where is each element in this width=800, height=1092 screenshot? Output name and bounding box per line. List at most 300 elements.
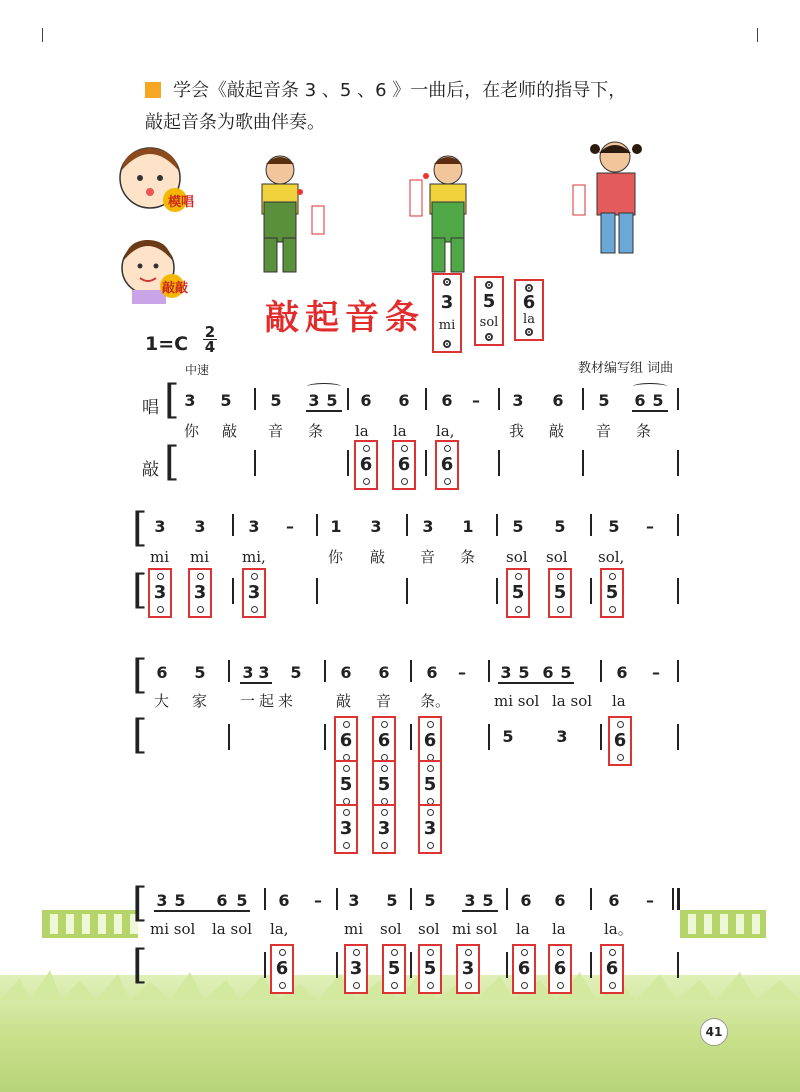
lyric: la <box>516 920 530 938</box>
note: – <box>314 891 322 910</box>
beam-underline <box>154 910 250 912</box>
barline <box>406 578 408 604</box>
note: 3 <box>156 891 168 910</box>
tap-number: 6 <box>339 730 353 751</box>
tap-card-6 <box>600 944 624 994</box>
hole-icon <box>427 842 434 849</box>
lyric: 音 <box>420 548 436 566</box>
hole-icon <box>343 765 350 772</box>
hole-icon <box>381 842 388 849</box>
lyric: 大 <box>154 692 170 710</box>
note: 6 <box>156 663 168 682</box>
note: 5 <box>518 663 530 682</box>
note: 3 <box>308 391 320 410</box>
barline <box>410 660 412 682</box>
note: 3 <box>248 517 260 536</box>
hole-icon <box>557 982 564 989</box>
tap-card-6 <box>354 440 378 490</box>
staff-bracket: [ <box>132 567 148 613</box>
note: 5 <box>194 663 206 682</box>
barline <box>324 660 326 682</box>
tap-card-6 <box>512 944 536 994</box>
hole-icon <box>197 573 204 580</box>
girl-with-bar-illustration <box>565 135 665 265</box>
time-top: 2 <box>204 323 216 341</box>
lyric: mi sol <box>150 920 196 938</box>
note: 6 <box>360 391 372 410</box>
note: 3 <box>348 891 360 910</box>
note: 5 <box>270 391 282 410</box>
bar-card-sol <box>474 276 504 346</box>
note: 5 <box>290 663 302 682</box>
note: 3 <box>512 391 524 410</box>
lyric: la <box>552 920 566 938</box>
barline <box>677 388 679 410</box>
tap-card-3 <box>344 944 368 994</box>
note: 6 <box>552 391 564 410</box>
intro-line-1: 学会《敲起音条 3 、5 、6 》一曲后，在老师的指导下， <box>173 80 627 101</box>
tap-card-6 <box>608 716 632 766</box>
barline <box>425 388 427 410</box>
note: 6 <box>554 891 566 910</box>
tap-number: 6 <box>440 454 454 475</box>
hole-icon <box>557 573 564 580</box>
tap-card-5 <box>382 944 406 994</box>
note: 6 <box>616 663 628 682</box>
barline <box>347 450 349 476</box>
tap-card-3 <box>188 568 212 618</box>
barline <box>232 578 234 604</box>
barline <box>506 952 508 978</box>
hole-icon <box>609 606 616 613</box>
crop-mark <box>757 28 758 42</box>
hole-icon <box>521 982 528 989</box>
hole-icon <box>343 809 350 816</box>
tap-number: 3 <box>247 582 261 603</box>
barline <box>228 660 230 682</box>
note: 6 <box>520 891 532 910</box>
hole-icon <box>353 982 360 989</box>
barline <box>324 724 326 750</box>
crop-mark <box>42 28 43 42</box>
hole-icon <box>197 606 204 613</box>
hole-icon <box>157 573 164 580</box>
tap-number: 5 <box>553 582 567 603</box>
lyric: mi <box>190 548 210 566</box>
note: 5 <box>220 391 232 410</box>
hole-icon <box>391 982 398 989</box>
note: 5 <box>424 891 436 910</box>
barline <box>498 450 500 476</box>
note: 6 <box>340 663 352 682</box>
note: 3 <box>370 517 382 536</box>
tap-number: 3 <box>377 818 391 839</box>
note: 6 <box>441 391 453 410</box>
note: – <box>286 517 294 536</box>
tap-number: 5 <box>423 774 437 795</box>
hole-icon <box>515 573 522 580</box>
lyric: sol, <box>598 548 625 566</box>
bar-card-mi <box>432 273 462 353</box>
note: 3 <box>422 517 434 536</box>
hole-icon <box>485 281 493 289</box>
hole-icon <box>381 765 388 772</box>
tap-card-3 <box>334 804 358 854</box>
lyric: 敲 <box>370 548 386 566</box>
bar-number: 6 <box>522 291 536 313</box>
note: 3 <box>500 663 512 682</box>
lyric: 条 <box>460 548 476 566</box>
lyric: la, <box>270 920 289 938</box>
barline <box>590 952 592 978</box>
barline <box>672 888 674 910</box>
lyric: mi sol <box>452 920 498 938</box>
tap-card-6 <box>270 944 294 994</box>
staff-bracket: [ <box>164 377 180 423</box>
tap-card-3 <box>418 804 442 854</box>
hole-icon <box>444 478 451 485</box>
hole-icon <box>401 445 408 452</box>
barline <box>410 952 412 978</box>
hole-icon <box>279 982 286 989</box>
staff-bracket: [ <box>132 505 148 551</box>
hole-icon <box>157 606 164 613</box>
lyric: 敲 <box>336 692 352 710</box>
tap-card-5 <box>548 568 572 618</box>
lyric: 敲 <box>549 422 565 440</box>
lyric: 你 <box>184 422 200 440</box>
barline <box>677 450 679 476</box>
tap-number: 5 <box>605 582 619 603</box>
note: – <box>652 663 660 682</box>
lyric: sol <box>380 920 402 938</box>
tap-number: 3 <box>461 958 475 979</box>
staff-bracket: [ <box>132 880 148 926</box>
note: 3 <box>194 517 206 536</box>
staff-bracket: [ <box>132 712 148 758</box>
hole-icon <box>401 478 408 485</box>
tap-number: 3 <box>193 582 207 603</box>
barline <box>582 450 584 476</box>
hole-icon <box>609 949 616 956</box>
tap-card-5 <box>418 944 442 994</box>
barline <box>254 388 256 410</box>
note: 5 <box>598 391 610 410</box>
time-signature <box>203 325 217 354</box>
barline <box>425 450 427 476</box>
note: 5 <box>236 891 248 910</box>
bar-number: 3 <box>440 291 454 313</box>
note: – <box>472 391 480 410</box>
barline <box>677 724 679 750</box>
page-number: 41 <box>700 1018 728 1046</box>
tap-card-3 <box>372 804 396 854</box>
tap-number: 6 <box>397 454 411 475</box>
tap-card-3 <box>456 944 480 994</box>
tap-number: 6 <box>377 730 391 751</box>
tap-number: 3 <box>423 818 437 839</box>
lyric: la。 <box>604 920 633 938</box>
slur <box>307 383 341 390</box>
tap-number: 5 <box>339 774 353 795</box>
lyric: 家 <box>192 692 208 710</box>
barline <box>496 578 498 604</box>
note: 5 <box>652 391 664 410</box>
hole-icon <box>465 982 472 989</box>
barline <box>506 888 508 910</box>
barline <box>600 724 602 750</box>
note: 3 <box>242 663 254 682</box>
tap-number: 5 <box>387 958 401 979</box>
tap-card-6 <box>548 944 572 994</box>
cartoon-faces-illustration <box>110 140 230 310</box>
lyric: la <box>355 422 369 440</box>
hole-icon <box>525 328 533 336</box>
note: 5 <box>560 663 572 682</box>
barline <box>590 578 592 604</box>
tap-number: 6 <box>517 958 531 979</box>
tap-number: 3 <box>339 818 353 839</box>
tap-card-6 <box>372 716 396 766</box>
barline <box>582 388 584 410</box>
lyric: 音 <box>376 692 392 710</box>
note: 6 <box>634 391 646 410</box>
tap-card-5 <box>506 568 530 618</box>
note: 6 <box>378 663 390 682</box>
hole-icon <box>363 478 370 485</box>
hole-icon <box>443 340 451 348</box>
boy-holding-bar-illustration <box>400 150 500 280</box>
hole-icon <box>381 809 388 816</box>
note: – <box>646 891 654 910</box>
lyric: la sol <box>212 920 253 938</box>
hole-icon <box>557 606 564 613</box>
barline <box>336 888 338 910</box>
lyric: la, <box>436 422 455 440</box>
slur <box>633 383 667 390</box>
fence-decoration <box>680 910 766 938</box>
final-barline <box>677 888 680 910</box>
bar-syllable: la <box>523 312 535 328</box>
note: 6 <box>608 891 620 910</box>
note: 5 <box>482 891 494 910</box>
tap-number: 5 <box>377 774 391 795</box>
intro-text <box>145 75 705 139</box>
beam-underline <box>240 682 272 684</box>
barline <box>254 450 256 476</box>
note: 5 <box>512 517 524 536</box>
note: 5 <box>608 517 620 536</box>
barline <box>677 952 679 978</box>
lyric: 我 <box>509 422 525 440</box>
hole-icon <box>485 333 493 341</box>
barline <box>410 888 412 910</box>
tap-card-5 <box>418 760 442 810</box>
lyric: sol <box>546 548 568 566</box>
barline <box>677 514 679 536</box>
hole-icon <box>427 809 434 816</box>
tap-card-6 <box>334 716 358 766</box>
tap-card-5 <box>600 568 624 618</box>
hole-icon <box>427 949 434 956</box>
hole-icon <box>443 278 451 286</box>
section-title: 敲起音条 <box>265 298 425 338</box>
barline <box>590 514 592 536</box>
hole-icon <box>343 721 350 728</box>
lyric: 条。 <box>420 692 451 710</box>
hole-icon <box>444 445 451 452</box>
lyric: 条 <box>308 422 324 440</box>
note: 6 <box>542 663 554 682</box>
tap-card-3 <box>148 568 172 618</box>
lyric: sol <box>506 548 528 566</box>
time-bottom: 4 <box>204 338 216 356</box>
barline <box>498 388 500 410</box>
note: 5 <box>502 727 514 746</box>
hole-icon <box>279 949 286 956</box>
barline <box>410 724 412 750</box>
barline <box>228 724 230 750</box>
tap-number: 5 <box>511 582 525 603</box>
lyric: 音 <box>268 422 284 440</box>
hole-icon <box>515 606 522 613</box>
note: 3 <box>464 891 476 910</box>
barline <box>347 388 349 410</box>
note: 1 <box>330 517 342 536</box>
hole-icon <box>617 721 624 728</box>
beam-underline <box>498 682 574 684</box>
barline <box>488 724 490 750</box>
tap-number: 6 <box>553 958 567 979</box>
lyric: mi <box>344 920 364 938</box>
barline <box>677 660 679 682</box>
barline <box>677 578 679 604</box>
lyric: 一起来 <box>240 692 298 710</box>
tap-card-6 <box>418 716 442 766</box>
hole-icon <box>525 284 533 292</box>
hole-icon <box>465 949 472 956</box>
tap-number: 6 <box>613 730 627 751</box>
note: 6 <box>278 891 290 910</box>
sing-label: 唱 <box>142 398 159 418</box>
lyric: la <box>393 422 407 440</box>
lyric: sol <box>418 920 440 938</box>
note: 5 <box>554 517 566 536</box>
tap-number: 6 <box>423 730 437 751</box>
lyric: la <box>612 692 626 710</box>
bar-number: 5 <box>482 291 496 313</box>
barline <box>590 888 592 910</box>
key-signature: 1=C <box>145 333 189 355</box>
credit: 教材编写组 词曲 <box>578 361 674 376</box>
tempo-marking: 中速 <box>185 363 210 377</box>
note: 3 <box>258 663 270 682</box>
hole-icon <box>609 982 616 989</box>
note: 3 <box>154 517 166 536</box>
tap-number: 6 <box>605 958 619 979</box>
hole-icon <box>353 949 360 956</box>
bar-card-la <box>514 279 544 341</box>
hole-icon <box>557 949 564 956</box>
barline <box>336 952 338 978</box>
lyric: 你 <box>328 548 344 566</box>
tap-number: 3 <box>153 582 167 603</box>
beam-underline <box>632 410 668 412</box>
note: 5 <box>174 891 186 910</box>
note: 5 <box>326 391 338 410</box>
staff-bracket: [ <box>164 439 180 485</box>
barline <box>316 578 318 604</box>
hole-icon <box>427 721 434 728</box>
lyric: mi, <box>242 548 266 566</box>
barline <box>232 514 234 536</box>
tap-number: 6 <box>359 454 373 475</box>
tap-card-6 <box>435 440 459 490</box>
tap-number: 6 <box>275 958 289 979</box>
note: 6 <box>426 663 438 682</box>
hole-icon <box>427 765 434 772</box>
orange-square-icon <box>145 82 161 98</box>
tap-number: 5 <box>423 958 437 979</box>
barline <box>600 660 602 682</box>
barline <box>264 952 266 978</box>
staff-bracket: [ <box>132 942 148 988</box>
lyric: 条 <box>636 422 652 440</box>
staff-bracket: [ <box>132 652 148 698</box>
barline <box>316 514 318 536</box>
note: 6 <box>216 891 228 910</box>
badge-tap: 敲敲 <box>162 281 189 296</box>
note: 5 <box>386 891 398 910</box>
lyric: mi <box>150 548 170 566</box>
barline <box>496 514 498 536</box>
note: 3 <box>184 391 196 410</box>
hole-icon <box>251 573 258 580</box>
note: 6 <box>398 391 410 410</box>
tap-card-3 <box>242 568 266 618</box>
tap-card-5 <box>372 760 396 810</box>
note: – <box>458 663 466 682</box>
bar-syllable: sol <box>479 314 499 330</box>
hole-icon <box>609 573 616 580</box>
barline <box>406 514 408 536</box>
barline <box>264 888 266 910</box>
lyric: 敲 <box>222 422 238 440</box>
badge-mimic: 模唱 <box>168 195 195 210</box>
hole-icon <box>521 949 528 956</box>
tap-label: 敲 <box>142 460 159 480</box>
tap-number: 3 <box>349 958 363 979</box>
barline <box>488 660 490 682</box>
hole-icon <box>427 982 434 989</box>
hole-icon <box>617 754 624 761</box>
hole-icon <box>381 721 388 728</box>
note: – <box>646 517 654 536</box>
note: 3 <box>556 727 568 746</box>
beam-underline <box>306 410 342 412</box>
hole-icon <box>391 949 398 956</box>
tap-card-5 <box>334 760 358 810</box>
tap-card-6 <box>392 440 416 490</box>
bar-syllable: mi <box>438 318 456 334</box>
lyric: la sol <box>552 692 593 710</box>
hole-icon <box>251 606 258 613</box>
lyric: mi sol <box>494 692 540 710</box>
note: 1 <box>462 517 474 536</box>
intro-line-2: 敲起音条为歌曲伴奏。 <box>145 112 325 133</box>
beam-underline <box>462 910 498 912</box>
lyric: 音 <box>596 422 612 440</box>
